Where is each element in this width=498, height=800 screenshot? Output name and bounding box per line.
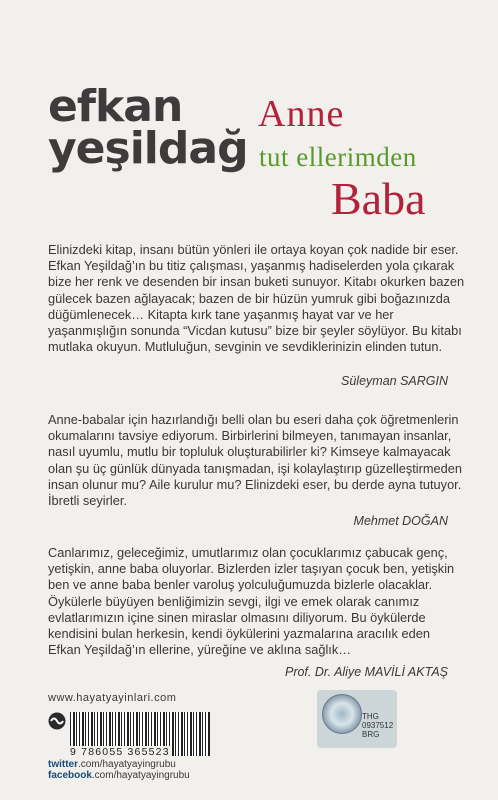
author-first-name: efkan [48,81,183,132]
publisher-logo-icon [48,712,66,730]
review-signature-3: Prof. Dr. Aliye MAVİLİ AKTAŞ [284,665,448,679]
review-paragraph-1: Elinizdeki kitap, insanı bütün yönleri ile ortaya koyan çok nadide bir eser. Efkan Yeşildağ’ın bu titiz çalışması, yaşanmış hadiselerden yola çıkarak bize her renk ve desenden bir insan buketi sunuyor. Kitabı okurken bazen gülecek bazen ağlayacak; bazen de bir hüzün yumruk gibi boğazınızda düğümlenecek… Kitapta kırk tane yaşanmış hayat var ve her yaşanmışlığın sonunda “Vicdan kutusu” bize bir şeyler söylüyor. Bu kitabı mutlaka okuyun. Mutluluğun, sevginin ve sevdiklerinizin elinden tutun. [48,242,465,355]
publisher-website: www.hayatyayinlari.com [48,692,177,704]
review-paragraph-3: Canlarımız, geleceğimiz, umutlarımız olan çocuklarımız çabucak genç, yetişkin, anne baba oluyorlar. Bizlerden izler taşıyan çocuk ben, yetişkin ben ve anne baba benler varoluş yolculuğumuzda bizlerle olacaklar. Öykülerle büyüyen benliğimizin sevgi, ilgi ve emek olarak canımız evlatlarımızın içine sinen miraslar olmasını diliyorum. Bu öykülerde kendisini bulan herkesin, kendi öykülerini yazmalarına aracılık eden Efkan Yeşildağ’ın ellerine, yüreğine ve aklına sağlık… [48,545,455,658]
sticker-code [362,712,393,739]
review-signature-2: Mehmet DOĞAN [353,514,448,528]
twitter-handle: .com/hayatyayingrubu [78,759,176,770]
book-title-line3: Baba [331,173,426,224]
book-title-line1: Anne [258,93,345,135]
twitter-label: twitter [48,759,78,770]
facebook-handle: .com/hayatyayingrubu [91,770,190,781]
facebook-label: facebook [48,770,92,781]
hologram-seal-icon [322,694,362,734]
sticker-line-1: THG [362,712,379,721]
author-last-name: yeşildağ [48,123,248,174]
sticker-line-2: 0937512 [362,721,394,730]
sticker-line-3: BRG [362,730,380,739]
author-name [48,81,248,174]
isbn-number: 9 786055 365523 [70,746,170,758]
review-paragraph-2: Anne-babalar için hazırlandığı belli olan bu eseri daha çok öğretmenlerin okumalarını tavsiye ediyorum. Birbirlerini bilmeyen, tanımayan insanlar, nasıl uyumlu, mutlu bir topluluk oluşturabilirler ki? Kimseye kalmayacak olan şu üç günlük dünyada tanışmadan, işi kolaylaştırıp güzelleştirmeden insan olunur mu? Aile kurulur mu? Elinizdeki eser, bu derde ayna tutuyor. İbretli seyirler. [48,412,463,509]
book-title-line2: tut ellerimden [259,142,417,172]
twitter-link[interactable] [48,759,176,770]
facebook-link[interactable] [48,770,190,781]
review-signature-1: Süleyman SARGIN [341,374,448,388]
